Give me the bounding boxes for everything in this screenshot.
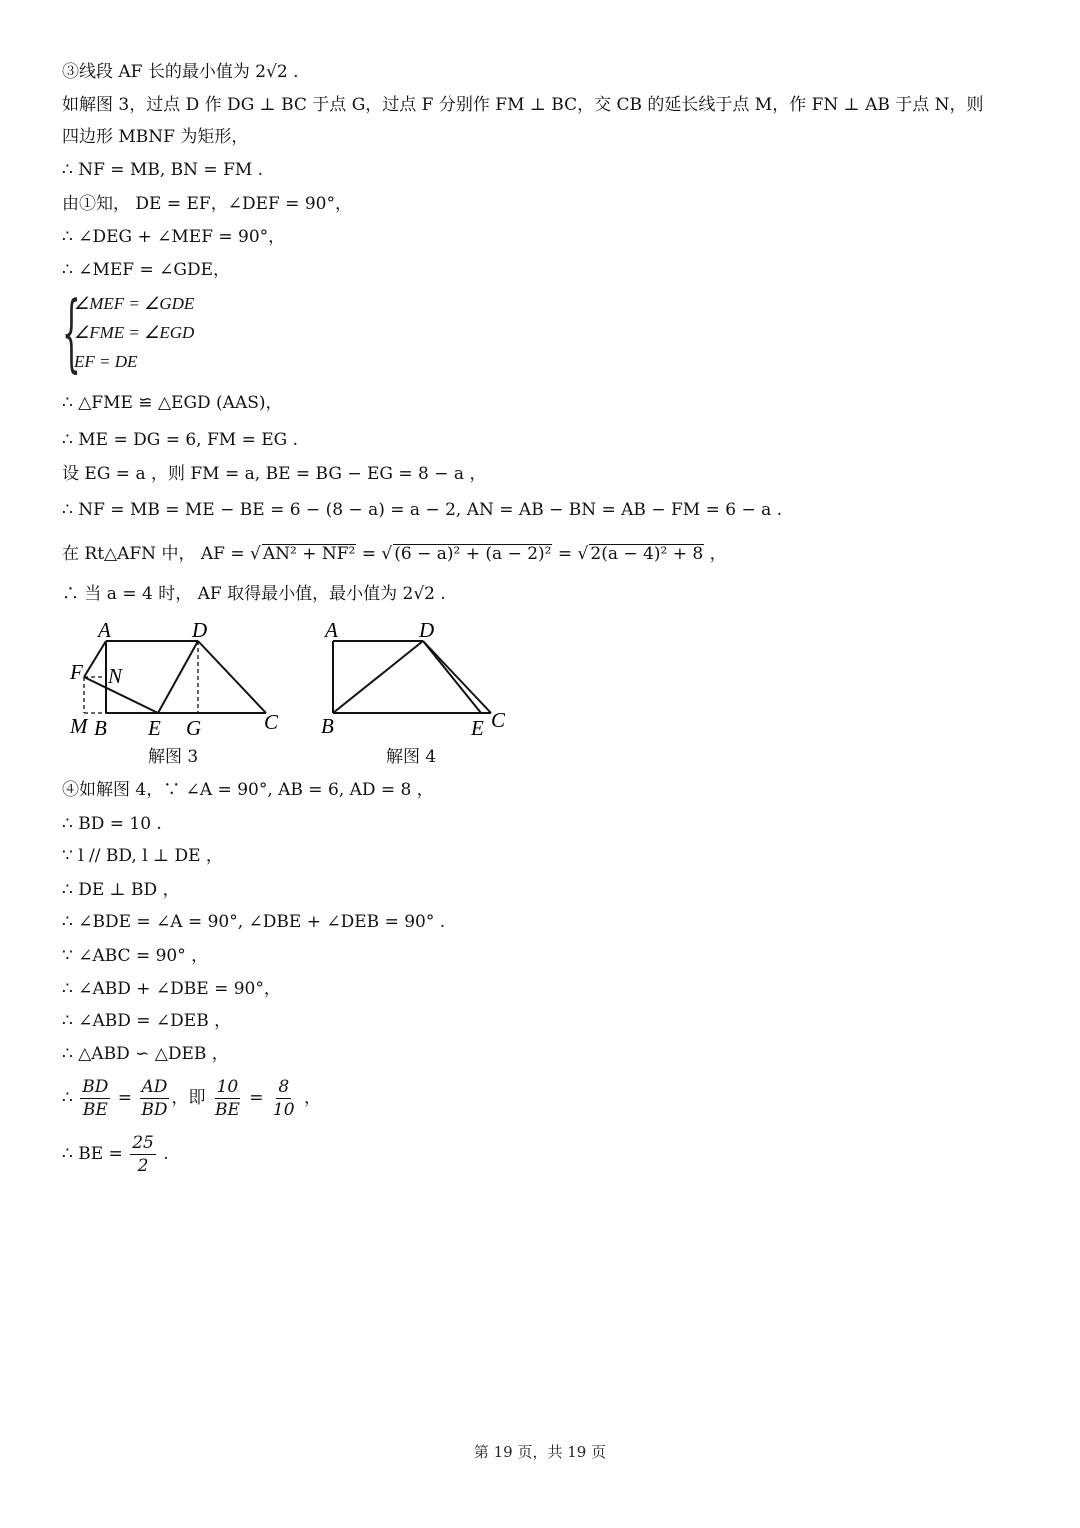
fraction-ad-bd: $\frac{AD}{BD}$ — [141, 1077, 168, 1120]
text-line: ∴ △FME ≌ △EGD (AAS)， — [62, 393, 283, 413]
text-segment: ∴ BE = — [62, 1144, 129, 1164]
segment-af — [84, 641, 106, 677]
text-segment: = — [356, 544, 382, 564]
text-line: ∴ ∠MEF = ∠GDE， — [62, 260, 230, 280]
label-f: F — [70, 660, 83, 684]
label-g: G — [186, 716, 202, 740]
text-line: 设 EG = a ，则 FM = a, BE = BG − EG = 8 − a ， — [62, 464, 487, 484]
label-b: B — [94, 716, 107, 740]
segment-bd — [333, 641, 423, 713]
segment-dc — [423, 641, 491, 713]
figure-3-diagram — [62, 615, 292, 745]
text-line: ∴ BD = 10 . — [62, 814, 162, 834]
text-segment: ∴ — [62, 1088, 79, 1108]
label-m: M — [70, 714, 88, 738]
label-e: E — [471, 716, 484, 740]
text-segment: = — [552, 544, 578, 564]
text-line: ∴ ∠BDE = ∠A = 90°, ∠DBE + ∠DEB = 90° . — [62, 912, 446, 932]
text-segment: ， — [298, 1088, 321, 1108]
page-footer: 第 19 页，共 19 页 — [473, 1443, 607, 1461]
text-line: ∴ ∠DEG + ∠MEF = 90°， — [62, 227, 286, 247]
label-d: D — [419, 618, 435, 642]
label-c: C — [264, 710, 279, 734]
label-e: E — [148, 716, 161, 740]
text-segment: . — [157, 1144, 169, 1164]
text-line: ∴ 当 a = 4 时， AF 取得最小值，最小值为 2√2 . — [62, 584, 446, 604]
label-d: D — [192, 618, 208, 642]
label-n: N — [108, 664, 123, 688]
fraction-bd-be: $\frac{BD}{BE}$ — [82, 1077, 109, 1120]
sqrt-radicand: AN² + NF² — [262, 544, 356, 564]
text-line: ∴ ∠ABD = ∠DEB ， — [62, 1011, 232, 1031]
text-line: ∴ ∠ABD + ∠DBE = 90°， — [62, 979, 281, 999]
figure-4-diagram — [315, 615, 525, 745]
text-segment: 在 Rt△AFN 中， AF = — [62, 544, 250, 564]
text-line: ③线段 AF 长的最小值为 2√2 . — [62, 62, 299, 82]
fraction-25-2: $\frac{25}{2}$ — [132, 1133, 154, 1176]
text-line: ∵ l // BD, l ⊥ DE ， — [62, 846, 223, 866]
text-line-sqrt: 在 Rt△AFN 中， AF = √ AN² + NF² = √ (6 − a)² + (a − 2)² = √ 2(a − 4)² + 8 ， — [62, 544, 727, 564]
text-line: ∵ ∠ABC = 90° ， — [62, 946, 209, 966]
label-a: A — [325, 618, 338, 642]
text-line: 四边形 MBNF 为矩形， — [62, 127, 249, 147]
figure-4-caption: 解图 4 — [386, 747, 437, 767]
text-line: ∴ NF = MB, BN = FM . — [62, 160, 264, 180]
label-b: B — [321, 714, 334, 738]
brace-symbol: { — [62, 283, 81, 381]
fraction-8-10: $\frac{8}{10}$ — [272, 1077, 295, 1120]
text-line: ∴ NF = MB = ME − BE = 6 − (8 − a) = a − 2, AN = AB − BN = AB − FM = 6 − a . — [62, 500, 783, 520]
text-line: 由①知， DE = EF，∠DEF = 90°， — [62, 194, 352, 214]
system-row: ∠FME = ∠EGD — [74, 323, 195, 342]
text-segment: ，即 — [171, 1088, 211, 1108]
text-line-fractions — [62, 1130, 169, 1178]
label-a: A — [98, 618, 111, 642]
text-line-fractions: ∴ $\frac{BD}{BE}$ = $\frac{AD}{BD}$ ，即 $\frac{10}{BE}$ = $\frac{8}{10}$ ， — [62, 1077, 321, 1120]
sqrt-radicand: 2(a − 4)² + 8 — [590, 544, 704, 564]
text-segment: ， — [704, 544, 727, 564]
text-line: ∴ ME = DG = 6, FM = EG . — [62, 430, 299, 450]
segment-de — [423, 641, 481, 713]
text-line: ④如解图 4，∵ ∠A = 90°, AB = 6, AD = 8 ， — [62, 780, 434, 800]
segment-de — [158, 641, 198, 713]
sqrt-radicand: (6 − a)² + (a − 2)² — [394, 544, 552, 564]
fraction-10-be: $\frac{10}{BE}$ — [214, 1077, 240, 1120]
system-row: EF = DE — [74, 352, 138, 371]
segment-dc — [198, 641, 266, 713]
text-line: 如解图 3，过点 D 作 DG ⊥ BC 于点 G，过点 F 分别作 FM ⊥ BC，交 CB 的延长线于点 M，作 FN ⊥ AB 于点 N，则 — [62, 95, 984, 115]
text-line: ∴ △ABD ∽ △DEB ， — [62, 1044, 229, 1064]
figure-3-caption: 解图 3 — [148, 747, 199, 767]
label-c: C — [491, 708, 506, 732]
text-line: ∴ DE ⊥ BD ， — [62, 880, 180, 900]
system-row: ∠MEF = ∠GDE — [74, 294, 195, 313]
